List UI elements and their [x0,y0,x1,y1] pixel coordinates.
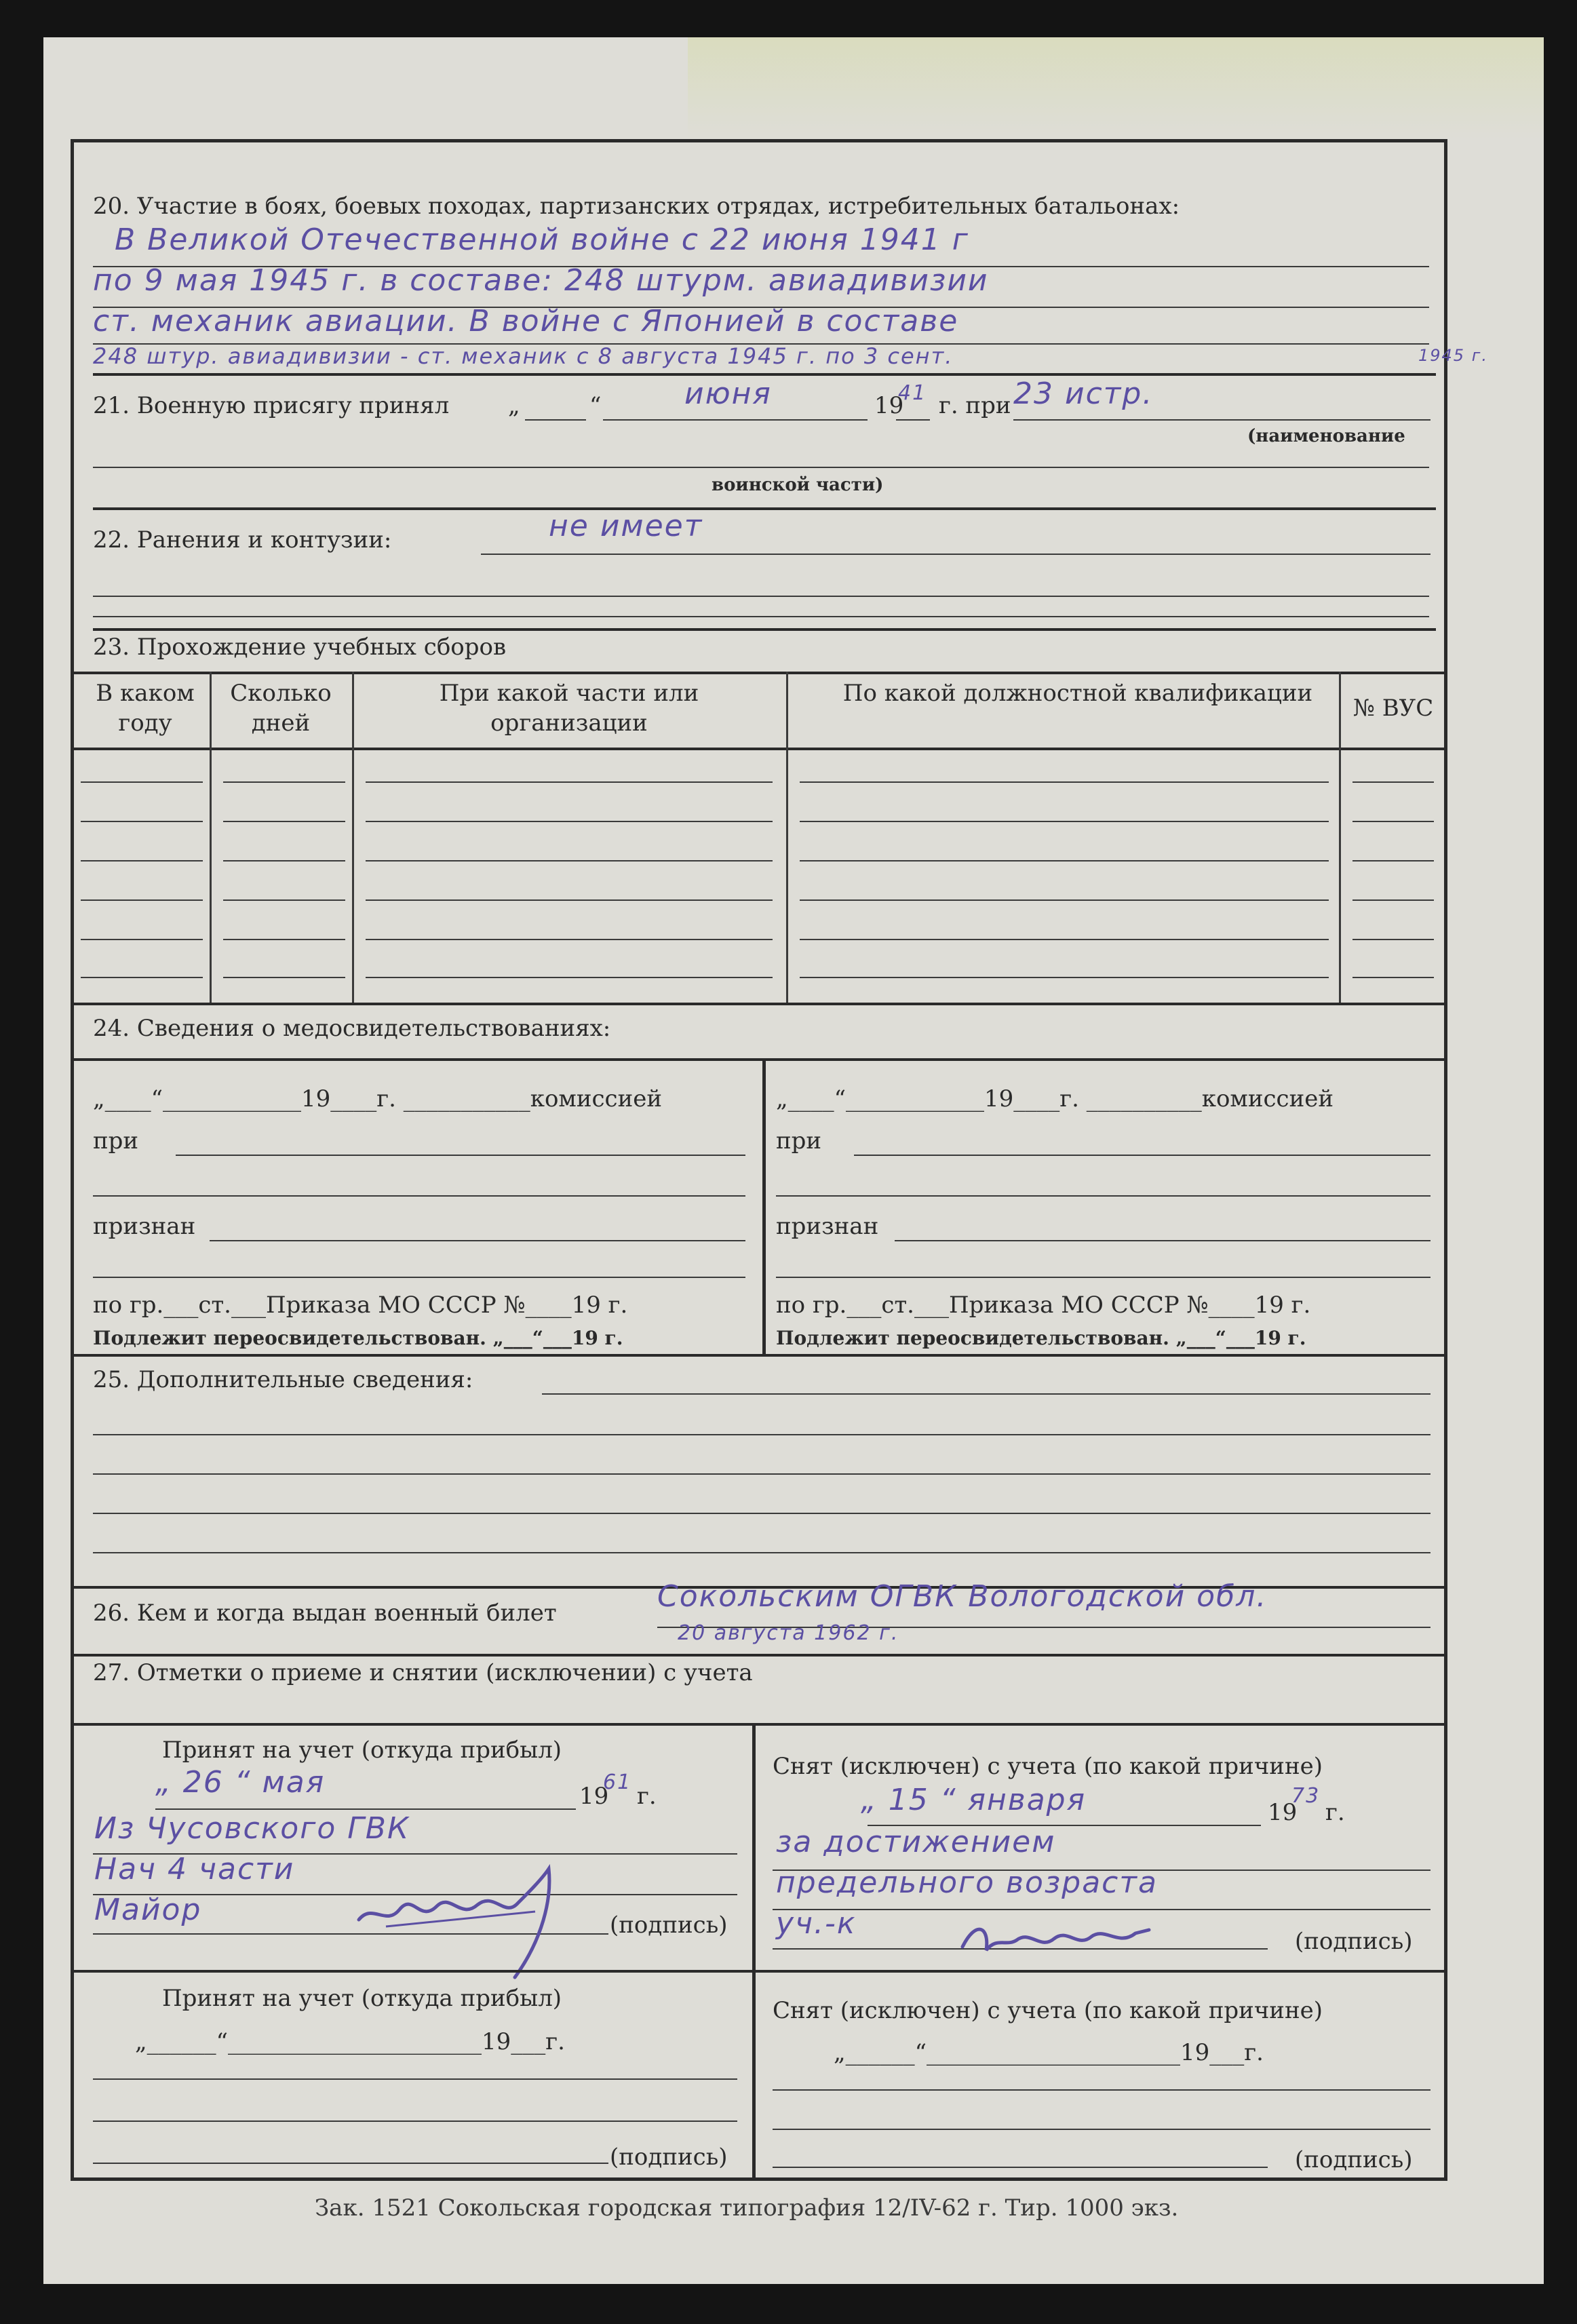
s27-remove-hw1: за достижением [776,1825,1056,1859]
s23-row-line [223,939,345,940]
s23-row-line [81,781,203,783]
s23-row-line [1352,860,1434,861]
s27-remove-year: 19 [1268,1799,1298,1826]
s27-accept2-title: Принят на учет (откуда прибыл) [162,1985,562,2012]
s24-right-date-line: „____“____________19____г. __________комиссией [776,1085,1334,1112]
s20-hw-line1: В Великой Отечественной войне с 22 июня 1941 г [115,222,969,257]
s23-row-line [81,860,203,861]
s27-accept2-sign-line [93,2163,608,2164]
s27-accept-podpis: (подпись) [610,1912,728,1939]
s20-hw-line4: 248 штур. авиадивизии - ст. механик с 8 августа 1945 г. по 3 сент. [93,343,954,369]
s23-label: 23. Прохождение учебных сборов [93,634,507,661]
signature-remove [956,1899,1159,1974]
s24-right-line2 [776,1277,1430,1278]
s23-row-line [1352,781,1434,783]
paper-stain [688,37,1544,139]
s24-left-priznan: признан [93,1213,196,1240]
s27-accept-hw1: Из Чусовского ГВК [94,1811,410,1846]
s23-row-line [223,781,345,783]
s23-row-line [800,860,1329,861]
s23-col-divider-1 [210,672,212,1003]
s24-top-rule [74,1058,1444,1061]
s25-line3 [93,1473,1430,1475]
s24-right-podl: Подлежит переосвидетельствован. „___“___19 г. [776,1327,1306,1349]
s27-top-rule [74,1723,1444,1726]
s23-row-line [800,977,1329,978]
s23-row-line [81,821,203,822]
s20-margin-note: 1945 г. [1418,346,1488,365]
s25-line1 [542,1393,1430,1395]
s24-left-pri: при [93,1127,139,1155]
s21-day-line [525,419,586,421]
s27-accept-year-hw: 61 [603,1770,632,1794]
s27-accept2-line2 [93,2120,737,2122]
s23-row-line [800,781,1329,783]
s27-accept2-date: „______“______________________19___г. [135,2028,565,2055]
s27-remove2-line2 [773,2129,1430,2130]
s22-line2 [93,596,1429,597]
s27-remove2-line1 [773,2089,1430,2091]
s23-row-line [81,977,203,978]
s26-label: 26. Кем и когда выдан военный билет [93,1600,557,1627]
s23-row-line [1352,899,1434,901]
s23-row-line [81,939,203,940]
s27-remove-hw2: предельного возраста [776,1865,1158,1900]
s22-line1 [481,554,1430,555]
s23-row-line [800,939,1329,940]
s23-row-line [366,821,773,822]
s27-remove2-podpis: (подпись) [1295,2146,1413,2173]
s23-table-top [74,672,1444,674]
s27-remove-date-hw: „ 15 “ января [861,1783,1087,1817]
s23-row-line [1352,821,1434,822]
form-frame [71,139,1488,2181]
s21-unit-hw: 23 истр. [1013,376,1154,411]
s23-header-year: В каком году [96,680,195,737]
s27-remove2-sign-line [773,2167,1268,2168]
s21-label: 21. Военную присягу принял [93,392,450,419]
s24-mid-divider [762,1058,766,1354]
s24-right-line [776,1195,1430,1197]
s23-row-line [800,899,1329,901]
s22-bottom-rule [93,628,1436,631]
s23-row-line [366,899,773,901]
s26-hw1: Сокольским ОГВК Вологодской обл. [657,1579,1268,1614]
s23-row-line [81,899,203,901]
s21-year-line [896,419,930,421]
s21-bottom-rule [93,507,1436,510]
s24-left-date-line: „____“____________19____г. ___________комиссией [93,1085,663,1112]
s23-row-line [223,860,345,861]
s24-right-pri: при [776,1127,822,1155]
s22-line3 [93,616,1429,617]
s21-line2 [93,467,1429,468]
s27-remove2-date: „______“______________________19___г. [834,2039,1264,2066]
s23-header-qual: По какой должностной квалификации [842,680,1313,707]
s25-line5 [93,1552,1430,1553]
s20-bottom-rule [93,373,1436,376]
s23-row-line [1352,939,1434,940]
s23-row-line [223,821,345,822]
s24-left-priznan-line [210,1240,745,1241]
s23-row-line [366,939,773,940]
s27-accept2-line1 [93,2078,737,2080]
s21-quote-close: “ [589,392,602,419]
s27-remove-hw3: уч.-к [776,1906,857,1941]
form-sheet [43,37,1544,2284]
s21-g-pri: г. при [939,392,1011,419]
s23-row-line [366,977,773,978]
s23-header-rule [74,748,1444,750]
s27-accept-hw2: Нач 4 части [94,1852,295,1886]
s23-col-divider-4 [1339,672,1341,1003]
s27-remove2-title: Снят (исключен) с учета (по какой причине) [773,1997,1323,2024]
s27-accept-date-hw: „ 26 “ мая [155,1765,326,1800]
s23-row-line [223,977,345,978]
s23-col-divider-2 [352,672,354,1003]
s21-voin-caption: воинской части) [712,475,884,495]
s26-hw2: 20 августа 1962 г. [678,1621,899,1645]
s23-bottom-rule [74,1003,1444,1005]
s21-unit-line [1013,419,1430,421]
s27-remove-g: г. [1325,1799,1345,1826]
s23-row-line [366,781,773,783]
s24-right-pri-line [854,1155,1430,1156]
s20-hw-line3: ст. механик авиации. В войне с Японией в составе [93,304,959,338]
signature-accept [345,1838,589,1988]
s27-mid-rule [74,1970,1444,1973]
s24-left-pri-line [176,1155,745,1156]
s27-accept-date-line [155,1808,576,1810]
s23-row-line [800,821,1329,822]
s27-accept-hw3: Майор [94,1893,202,1927]
s21-month-hw: июня [684,376,772,411]
s20-label: 20. Участие в боях, боевых походах, партизанских отрядах, истребительных батальонах: [93,193,1180,220]
s24-left-podl: Подлежит переосвидетельствован. „___“___19 г. [93,1327,623,1349]
s21-quote-open: „ [508,392,520,419]
s27-label: 27. Отметки о приеме и снятии (исключении) с учета [93,1659,753,1686]
print-footer: Зак. 1521 Сокольская городская типография 12/IV-62 г. Тир. 1000 экз. [315,2194,1179,2222]
s21-naim-caption: (наименование [1247,426,1405,446]
s26-bottom-rule [74,1654,1444,1657]
s20-hw-line2: по 9 мая 1945 г. в составе: 248 штурм. авиадивизии [93,263,989,298]
s24-label: 24. Сведения о медосвидетельствованиях: [93,1015,611,1042]
s27-accept-title: Принят на учет (откуда прибыл) [162,1737,562,1764]
s21-year-prefix: 19 [874,392,904,419]
s27-remove-title: Снят (исключен) с учета (по какой причине) [773,1753,1323,1780]
s25-line2 [93,1434,1430,1435]
s23-header-unit: При какой части или организации [439,680,699,737]
s23-header-vus: № ВУС [1352,695,1434,722]
s22-hw: не имеет [549,509,703,543]
s22-label: 22. Ранения и контузии: [93,526,392,554]
s27-accept-year: 19 [579,1783,609,1810]
s24-left-order: по гр.___ст.___Приказа МО СССР №____19 г. [93,1292,628,1319]
s24-right-priznan: признан [776,1213,879,1240]
s24-right-priznan-line [895,1240,1430,1241]
s24-right-order: по гр.___ст.___Приказа МО СССР №____19 г. [776,1292,1311,1319]
s25-line4 [93,1513,1430,1514]
s25-label: 25. Дополнительные сведения: [93,1366,473,1393]
s23-row-line [366,860,773,861]
s23-row-line [223,899,345,901]
s21-month-line [603,419,868,421]
s27-accept2-podpis: (подпись) [610,2144,728,2171]
s23-row-line [1352,977,1434,978]
s27-remove-podpis: (подпись) [1295,1928,1413,1955]
s27-mid-divider [752,1723,756,2177]
s27-accept-g: г. [637,1783,657,1810]
s24-left-line [93,1195,745,1197]
s24-bottom-rule [74,1354,1444,1357]
s21-year-hw: 41 [898,381,927,405]
s27-remove-year-hw: 73 [1291,1784,1321,1808]
s23-col-divider-3 [786,672,788,1003]
s23-header-days: Сколько дней [230,680,332,737]
s24-left-line2 [93,1277,745,1278]
